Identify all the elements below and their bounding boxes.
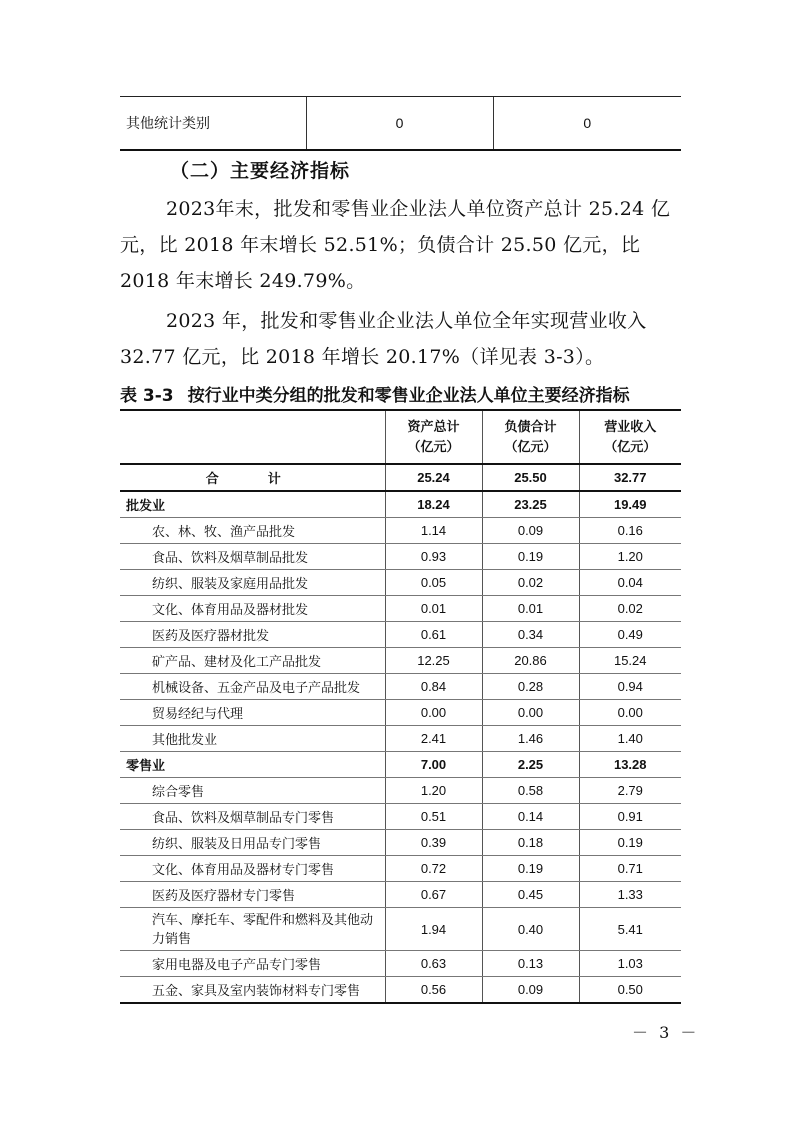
- cell-revenue: 0.91: [579, 804, 681, 830]
- cell-assets: 0.61: [385, 622, 482, 648]
- table-row: [120, 674, 681, 700]
- table-row: [120, 518, 681, 544]
- cell-liabilities: 1.46: [482, 726, 579, 752]
- table-row: [120, 622, 681, 648]
- wholesale-row: [120, 491, 681, 518]
- cell-revenue: 1.03: [579, 951, 681, 977]
- cell-revenue: 1.20: [579, 544, 681, 570]
- cell-revenue: 0.50: [579, 977, 681, 1004]
- row-label: 家用电器及电子产品专门零售: [120, 951, 385, 977]
- cell-revenue: 0.16: [579, 518, 681, 544]
- cell-liabilities: 25.50: [482, 464, 579, 491]
- table-row: [120, 97, 681, 151]
- cell-revenue: 0.49: [579, 622, 681, 648]
- cell-assets: 0.00: [385, 700, 482, 726]
- paragraph-text: 2023年末，批发和零售业企业法人单位资产总计 25.24 亿元，比 2018 年末增长 52.51%；负债合计 25.50 亿元，比 2018 年末增长 249.79%。: [120, 198, 671, 292]
- cell-assets: 0.56: [385, 977, 482, 1004]
- table-row: [120, 908, 681, 951]
- cell-revenue: 0.04: [579, 570, 681, 596]
- header-liabilities: 负债合计 （亿元）: [482, 410, 579, 464]
- table-row: [120, 596, 681, 622]
- cell-revenue: 19.49: [579, 491, 681, 518]
- cell-assets: 18.24: [385, 491, 482, 518]
- header-revenue: 营业收入 （亿元）: [579, 410, 681, 464]
- cell-liabilities: 0.09: [482, 977, 579, 1004]
- cell-liabilities: 0.18: [482, 830, 579, 856]
- cell-value: 0: [306, 97, 493, 151]
- cell-liabilities: 0.19: [482, 544, 579, 570]
- cell-liabilities: 0.13: [482, 951, 579, 977]
- paragraph: [120, 191, 684, 299]
- cell-assets: 0.39: [385, 830, 482, 856]
- table-header-row: [120, 410, 681, 464]
- row-label: 综合零售: [120, 778, 385, 804]
- cell-assets: 1.94: [385, 908, 482, 951]
- retail-row: [120, 752, 681, 778]
- table-title-text: 按行业中类分组的批发和零售业企业法人单位主要经济指标: [187, 386, 630, 406]
- cell-liabilities: 0.34: [482, 622, 579, 648]
- row-label: 五金、家具及室内装饰材料专门零售: [120, 977, 385, 1004]
- cell-assets: 0.01: [385, 596, 482, 622]
- row-label: 汽车、摩托车、零配件和燃料及其他动力销售: [120, 908, 385, 951]
- table-row: [120, 544, 681, 570]
- cell-assets: 12.25: [385, 648, 482, 674]
- cell-liabilities: 20.86: [482, 648, 579, 674]
- row-label: 文化、体育用品及器材专门零售: [120, 856, 385, 882]
- header-blank: [120, 410, 385, 464]
- row-label: 合 计: [120, 464, 385, 491]
- cell-assets: 0.93: [385, 544, 482, 570]
- cell-assets: 0.51: [385, 804, 482, 830]
- row-label: 食品、饮料及烟草制品批发: [120, 544, 385, 570]
- cell-liabilities: 0.28: [482, 674, 579, 700]
- table-row: [120, 882, 681, 908]
- table-row: [120, 778, 681, 804]
- cell-revenue: 13.28: [579, 752, 681, 778]
- table-row: [120, 951, 681, 977]
- cell-revenue: 0.19: [579, 830, 681, 856]
- table-caption: [120, 381, 690, 406]
- cell-revenue: 1.40: [579, 726, 681, 752]
- paragraph-text: 2023 年，批发和零售业企业法人单位全年实现营业收入 32.77 亿元，比 2018 年增长 20.17%（详见表 3-3）。: [120, 310, 647, 368]
- cell-assets: 0.84: [385, 674, 482, 700]
- table-row: [120, 856, 681, 882]
- cell-revenue: 1.33: [579, 882, 681, 908]
- table-number: 表 3-3: [120, 386, 174, 406]
- cell-liabilities: 0.09: [482, 518, 579, 544]
- cell-assets: 1.20: [385, 778, 482, 804]
- cell-revenue: 32.77: [579, 464, 681, 491]
- page-number: － 3 －: [632, 1023, 700, 1042]
- row-label: 矿产品、建材及化工产品批发: [120, 648, 385, 674]
- previous-table-tail: [120, 96, 681, 151]
- cell-liabilities: 0.19: [482, 856, 579, 882]
- row-label: 农、林、牧、渔产品批发: [120, 518, 385, 544]
- cell-assets: 2.41: [385, 726, 482, 752]
- cell-value: 0: [493, 97, 681, 151]
- cell-liabilities: 0.14: [482, 804, 579, 830]
- cell-liabilities: 0.01: [482, 596, 579, 622]
- header-assets: 资产总计 （亿元）: [385, 410, 482, 464]
- table-row: [120, 648, 681, 674]
- cell-revenue: 0.71: [579, 856, 681, 882]
- economic-indicators-table: [120, 409, 681, 1004]
- cell-revenue: 5.41: [579, 908, 681, 951]
- cell-liabilities: 23.25: [482, 491, 579, 518]
- row-label: 贸易经纪与代理: [120, 700, 385, 726]
- table-row: [120, 570, 681, 596]
- cell-assets: 7.00: [385, 752, 482, 778]
- cell-assets: 0.67: [385, 882, 482, 908]
- cell-revenue: 15.24: [579, 648, 681, 674]
- row-label: 文化、体育用品及器材批发: [120, 596, 385, 622]
- cell-liabilities: 0.58: [482, 778, 579, 804]
- cell-assets: 0.72: [385, 856, 482, 882]
- cell-liabilities: 0.00: [482, 700, 579, 726]
- row-label: 批发业: [120, 491, 385, 518]
- cell-assets: 0.05: [385, 570, 482, 596]
- cell-liabilities: 0.02: [482, 570, 579, 596]
- row-label: 机械设备、五金产品及电子产品批发: [120, 674, 385, 700]
- row-label: 医药及医疗器材专门零售: [120, 882, 385, 908]
- cell-revenue: 2.79: [579, 778, 681, 804]
- cell-liabilities: 0.45: [482, 882, 579, 908]
- cell-revenue: 0.94: [579, 674, 681, 700]
- row-label: 纺织、服装及家庭用品批发: [120, 570, 385, 596]
- cell-liabilities: 0.40: [482, 908, 579, 951]
- table-row: [120, 726, 681, 752]
- table-row: [120, 977, 681, 1004]
- row-label: 医药及医疗器材批发: [120, 622, 385, 648]
- row-label: 其他批发业: [120, 726, 385, 752]
- row-label: 其他统计类别: [120, 97, 306, 151]
- row-label: 零售业: [120, 752, 385, 778]
- paragraph: [120, 303, 684, 375]
- section-heading: （二）主要经济指标: [170, 160, 351, 182]
- row-label: 纺织、服装及日用品专门零售: [120, 830, 385, 856]
- cell-assets: 1.14: [385, 518, 482, 544]
- cell-revenue: 0.02: [579, 596, 681, 622]
- total-row: [120, 464, 681, 491]
- row-label: 食品、饮料及烟草制品专门零售: [120, 804, 385, 830]
- cell-assets: 25.24: [385, 464, 482, 491]
- cell-liabilities: 2.25: [482, 752, 579, 778]
- cell-assets: 0.63: [385, 951, 482, 977]
- table-row: [120, 830, 681, 856]
- table-row: [120, 804, 681, 830]
- cell-revenue: 0.00: [579, 700, 681, 726]
- table-row: [120, 700, 681, 726]
